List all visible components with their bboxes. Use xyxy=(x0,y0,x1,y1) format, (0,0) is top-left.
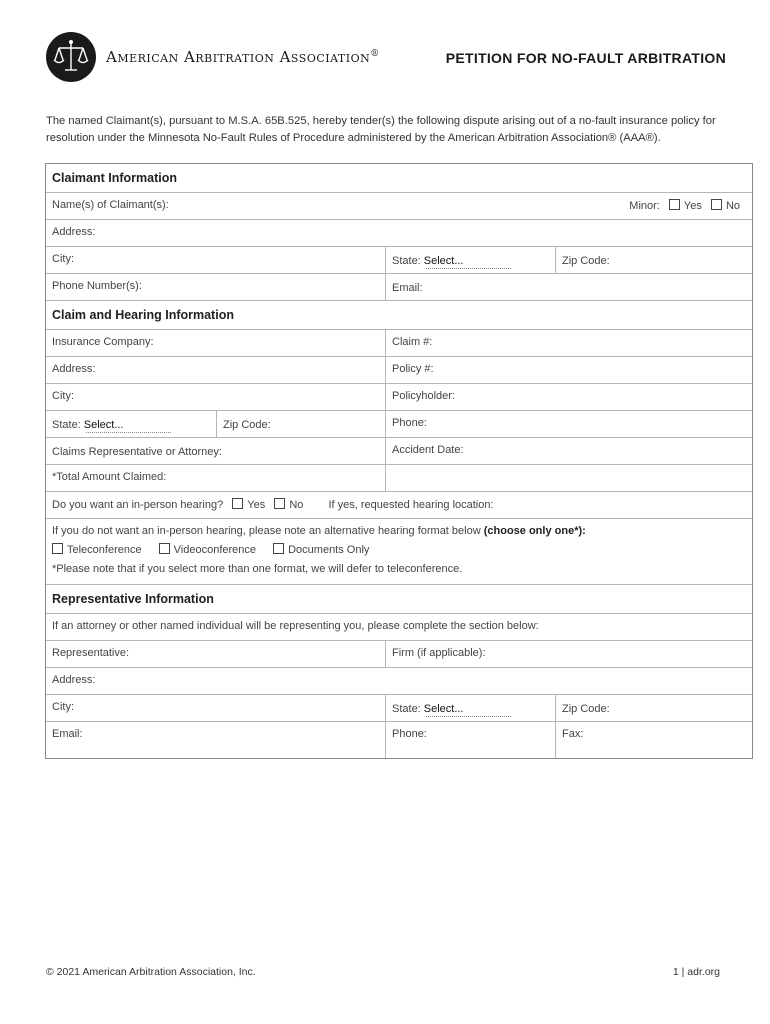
question-label: Do you want an in-person hearing? xyxy=(52,499,224,511)
insurer-address-field[interactable] xyxy=(46,357,385,383)
intro-paragraph: The named Claimant(s), pursuant to M.S.A. 65B.525, hereby tender(s) the following dispute arising out of a no-fault insurance policy for resolution under the Minnesota No-Fault Rules of Procedure administered by the American Arbitration Association® (AAA®). xyxy=(46,115,716,144)
total-claimed-row xyxy=(46,465,752,492)
field-label: Phone: xyxy=(392,417,427,429)
in-person-question xyxy=(46,492,752,518)
claimant-email-field[interactable] xyxy=(385,274,752,300)
field-label: Address: xyxy=(52,674,96,686)
registered-mark: ® xyxy=(370,49,380,59)
claim-number-field[interactable] xyxy=(385,330,752,356)
claimant-address-row xyxy=(46,220,752,247)
location-label: If yes, requested hearing location: xyxy=(328,499,494,511)
instruction-bold: (choose only one*): xyxy=(483,525,586,537)
claims-rep-field[interactable] xyxy=(46,438,385,464)
org-name: American Arbitration Association® xyxy=(106,48,380,66)
field-label: State: xyxy=(52,419,81,431)
rep-city-row xyxy=(46,695,752,722)
instruction-text: If you do not want an in-person hearing, please note an alternative hearing format below xyxy=(52,525,481,537)
firm-field[interactable] xyxy=(385,641,752,667)
claimant-names-row xyxy=(46,193,752,220)
claim-section-header xyxy=(46,301,752,330)
insurer-zip-field[interactable] xyxy=(216,411,385,437)
format-note: *Please note that if you select more than one format, we will defer to teleconference. xyxy=(52,563,463,575)
in-person-yes-checkbox[interactable] xyxy=(232,498,243,509)
total-amount-field[interactable] xyxy=(46,465,385,491)
rep-city-field[interactable] xyxy=(46,695,385,721)
field-label: Accident Date: xyxy=(392,444,464,456)
insurer-state-select[interactable] xyxy=(46,411,216,437)
petition-form xyxy=(45,163,753,759)
alt-format-instruction xyxy=(52,522,746,541)
checkbox-label: Yes xyxy=(683,200,702,212)
field-label: City: xyxy=(52,701,74,713)
insurance-company-field[interactable] xyxy=(46,330,385,356)
checkbox-label: No xyxy=(725,200,740,212)
in-person-row xyxy=(46,492,752,519)
insurer-phone-field[interactable] xyxy=(385,411,752,437)
select-underline xyxy=(426,268,511,269)
policy-number-field[interactable] xyxy=(385,357,752,383)
document-title: PETITION FOR NO-FAULT ARBITRATION xyxy=(445,50,726,66)
field-label: Zip Code: xyxy=(562,255,610,267)
claim-state-row xyxy=(46,411,752,438)
claimant-zip-field[interactable] xyxy=(555,247,752,273)
teleconference-checkbox[interactable] xyxy=(52,543,63,554)
select-value: Select... xyxy=(83,419,124,431)
section-title: Claimant Information xyxy=(52,171,178,185)
in-person-no-checkbox[interactable] xyxy=(274,498,285,509)
rep-name-row xyxy=(46,641,752,668)
section-title: Claim and Hearing Information xyxy=(52,308,234,322)
field-label: Firm (if applicable): xyxy=(392,647,486,659)
rep-instruction-row xyxy=(46,614,752,641)
claimant-city-row xyxy=(46,247,752,274)
checkbox-label: No xyxy=(289,499,304,511)
claimant-city-field[interactable] xyxy=(46,247,385,273)
total-amount-blank xyxy=(385,465,752,491)
aaa-scales-logo-icon xyxy=(46,32,96,82)
field-label: Policyholder: xyxy=(392,390,455,402)
field-label: Phone: xyxy=(392,728,427,740)
checkbox-label: Documents Only xyxy=(288,544,370,556)
field-label: Zip Code: xyxy=(223,419,271,431)
field-label: State: xyxy=(392,703,421,715)
field-label: Claims Representative or Attorney: xyxy=(52,446,222,458)
minor-group xyxy=(629,199,740,213)
videoconference-checkbox[interactable] xyxy=(159,543,170,554)
field-label: State: xyxy=(392,255,421,267)
rep-address-field[interactable] xyxy=(46,668,752,694)
field-label: City: xyxy=(52,390,74,402)
field-label: *Total Amount Claimed: xyxy=(52,471,167,483)
rep-section-header xyxy=(46,585,752,614)
rep-email-field[interactable] xyxy=(46,722,385,758)
alt-format-block xyxy=(46,519,752,584)
claimant-address-field[interactable] xyxy=(46,220,752,246)
select-underline xyxy=(86,432,171,433)
select-underline xyxy=(426,716,511,717)
claim-address-row xyxy=(46,357,752,384)
insurer-city-field[interactable] xyxy=(46,384,385,410)
select-value: Select... xyxy=(423,255,464,267)
alt-format-row xyxy=(46,519,752,585)
claim-city-row xyxy=(46,384,752,411)
rep-state-select[interactable] xyxy=(385,695,555,721)
copyright: © 2021 American Arbitration Association, Inc. xyxy=(46,966,256,978)
rep-fax-field[interactable] xyxy=(555,722,752,758)
field-label: Claim #: xyxy=(392,336,433,348)
select-value: Select... xyxy=(423,703,464,715)
minor-label: Minor: xyxy=(629,200,660,212)
rep-phone-field[interactable] xyxy=(385,722,555,758)
representative-field[interactable] xyxy=(46,641,385,667)
field-label: Zip Code: xyxy=(562,703,610,715)
claimant-phone-field[interactable] xyxy=(46,274,385,300)
claims-rep-row xyxy=(46,438,752,465)
field-label: Address: xyxy=(52,226,96,238)
section-title: Representative Information xyxy=(52,592,214,606)
field-label: Name(s) of Claimant(s): xyxy=(52,199,169,211)
rep-contact-row xyxy=(46,722,752,758)
checkbox-label: Videoconference xyxy=(173,544,257,556)
claimant-contact-row xyxy=(46,274,752,301)
claimant-state-select[interactable] xyxy=(385,247,555,273)
rep-instruction: If an attorney or other named individual will be representing you, please complete the section below: xyxy=(52,620,539,632)
alt-format-options xyxy=(52,541,746,560)
field-label: Phone Number(s): xyxy=(52,280,142,292)
minor-no-checkbox[interactable] xyxy=(711,199,722,210)
rep-zip-field[interactable] xyxy=(555,695,752,721)
field-label: Email: xyxy=(52,728,83,740)
documents-only-checkbox[interactable] xyxy=(273,543,284,554)
field-label: Address: xyxy=(52,363,96,375)
field-label: Email: xyxy=(392,282,423,294)
field-label: Insurance Company: xyxy=(52,336,154,348)
page-number: 1 | adr.org xyxy=(672,966,720,978)
policyholder-field[interactable] xyxy=(385,384,752,410)
minor-yes-checkbox[interactable] xyxy=(669,199,680,210)
insurance-row xyxy=(46,330,752,357)
rep-address-row xyxy=(46,668,752,695)
field-label: Fax: xyxy=(562,728,584,740)
checkbox-label: Yes xyxy=(247,499,266,511)
field-label: City: xyxy=(52,253,74,265)
claimant-section-header xyxy=(46,164,752,193)
page-header xyxy=(46,32,726,84)
claimant-names-field[interactable] xyxy=(46,193,752,219)
field-label: Policy #: xyxy=(392,363,434,375)
accident-date-field[interactable] xyxy=(385,438,752,464)
checkbox-label: Teleconference xyxy=(67,544,142,556)
field-label: Representative: xyxy=(52,647,130,659)
